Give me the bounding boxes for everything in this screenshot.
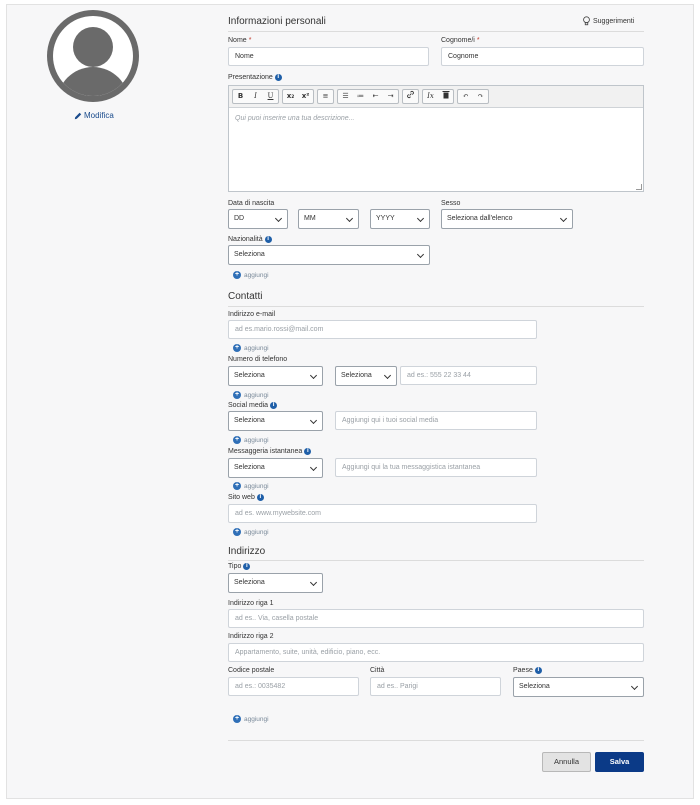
add-address-link[interactable]: + aggiungi (234, 715, 269, 723)
city-label: Città (370, 667, 385, 674)
first-name-input[interactable]: Nome (228, 47, 429, 66)
link-button[interactable] (403, 90, 418, 103)
address-line1-input[interactable]: ad es.. Via, casella postale (228, 609, 644, 628)
pencil-icon (74, 112, 82, 120)
birth-day-select[interactable]: DD (228, 209, 288, 229)
indent-button[interactable]: ⇥ (387, 92, 394, 100)
website-label: Sito web i (228, 494, 264, 501)
website-input[interactable]: ad es. www.mywebsite.com (228, 504, 537, 523)
address-line1-label: Indirizzo riga 1 (228, 600, 274, 607)
postal-code-label: Codice postale (228, 667, 275, 674)
divider (228, 31, 644, 32)
outdent-button[interactable]: ⇤ (372, 92, 379, 100)
add-social-link[interactable]: + aggiungi (234, 436, 269, 444)
info-icon: i (535, 667, 542, 674)
align-button[interactable]: ≡ (322, 92, 329, 100)
last-name-label: Cognome/i * (441, 37, 480, 44)
plus-icon: + (234, 344, 240, 351)
chevron-down-icon (560, 215, 567, 222)
italic-button[interactable]: I (254, 92, 257, 100)
chevron-down-icon (310, 372, 317, 379)
info-icon: i (265, 236, 272, 243)
superscript-button[interactable]: x² (301, 92, 310, 100)
save-button[interactable]: Salva (595, 752, 644, 772)
divider (228, 740, 644, 741)
delete-button[interactable] (438, 90, 453, 103)
divider (228, 560, 644, 561)
bullet-list-button[interactable]: ☰ (342, 92, 349, 100)
city-input[interactable]: ad es.. Parigi (370, 677, 501, 696)
chevron-down-icon (275, 215, 282, 222)
add-im-link[interactable]: + aggiungi (234, 482, 269, 490)
birth-date-label: Data di nascita (228, 200, 275, 207)
social-type-select[interactable]: Seleziona (228, 411, 323, 431)
plus-icon: + (234, 271, 240, 278)
edit-avatar-link[interactable] (74, 111, 114, 120)
cancel-button[interactable]: Annulla (542, 752, 591, 772)
bio-label: Presentazione i (228, 74, 282, 81)
im-type-select[interactable]: Seleziona (228, 458, 323, 478)
personal-info-title: Informazioni personali (228, 16, 326, 27)
info-icon: i (270, 402, 277, 409)
plus-icon: + (234, 482, 240, 489)
postal-code-input[interactable]: ad es.: 0035482 (228, 677, 359, 696)
nationality-label: Nazionalità i (228, 236, 272, 243)
clear-format-button[interactable]: Ix (427, 92, 434, 100)
add-email-link[interactable]: + aggiungi (234, 344, 269, 352)
address-line2-label: Indirizzo riga 2 (228, 633, 274, 640)
birth-month-select[interactable]: MM (298, 209, 359, 229)
redo-button[interactable]: ↷ (477, 92, 484, 100)
nationality-select[interactable]: Seleziona (228, 245, 430, 265)
plus-icon: + (234, 436, 240, 443)
bio-textarea[interactable]: Qui puoi inserire una tua descrizione... (235, 115, 355, 122)
contacts-title: Contatti (228, 291, 263, 302)
phone-prefix-select[interactable]: Seleziona (335, 366, 397, 386)
info-icon: i (257, 494, 264, 501)
subscript-button[interactable]: x₂ (286, 92, 295, 100)
underline-button[interactable]: U (267, 92, 274, 100)
hints-link[interactable] (582, 16, 634, 26)
birth-year-select[interactable]: YYYY (370, 209, 430, 229)
email-input[interactable]: ad es.mario.rossi@mail.com (228, 320, 537, 339)
im-label: Messaggeria istantanea i (228, 448, 311, 455)
link-icon (406, 90, 415, 99)
country-label: Paese i (513, 667, 542, 674)
address-line2-input[interactable]: Appartamento, suite, unità, edificio, piano, ecc. (228, 643, 644, 662)
chevron-down-icon (417, 215, 424, 222)
add-nationality-link[interactable]: + aggiungi (234, 271, 269, 279)
chevron-down-icon (384, 372, 391, 379)
chevron-down-icon (310, 464, 317, 471)
numbered-list-button[interactable]: ≔ (356, 92, 365, 100)
social-label: Social media i (228, 402, 277, 409)
chevron-down-icon (310, 579, 317, 586)
plus-icon: + (234, 391, 240, 398)
plus-icon: + (234, 528, 240, 535)
plus-icon: + (234, 715, 240, 722)
add-website-link[interactable]: + aggiungi (234, 528, 269, 536)
gender-label: Sesso (441, 200, 461, 207)
phone-input[interactable]: ad es.: 555 22 33 44 (400, 366, 537, 385)
avatar (47, 10, 139, 102)
im-input[interactable]: Aggiungi qui la tua messaggistica istantanea (335, 458, 537, 477)
last-name-input[interactable]: Cognome (441, 47, 644, 66)
info-icon: i (243, 563, 250, 570)
chevron-down-icon (417, 251, 424, 258)
trash-icon (442, 90, 450, 99)
address-title: Indirizzo (228, 546, 266, 557)
chevron-down-icon (631, 683, 638, 690)
hints-label: Suggerimenti (593, 17, 635, 25)
lightbulb-icon (582, 16, 591, 26)
divider (228, 306, 644, 307)
address-type-select[interactable]: Seleziona (228, 573, 323, 593)
chevron-down-icon (346, 215, 353, 222)
info-icon: i (304, 448, 311, 455)
address-type-label: Tipo i (228, 563, 250, 570)
country-select[interactable]: Seleziona (513, 677, 644, 697)
edit-avatar-label: Modifica (84, 111, 114, 120)
phone-label: Numero di telefono (228, 356, 288, 363)
add-phone-link[interactable]: + aggiungi (234, 391, 269, 399)
bio-editor[interactable] (228, 85, 644, 192)
editor-toolbar (229, 86, 643, 108)
chevron-down-icon (310, 417, 317, 424)
first-name-label: Nome * (228, 37, 252, 44)
info-icon: i (275, 74, 282, 81)
bold-button[interactable]: B (237, 92, 244, 100)
gender-select[interactable]: Seleziona dall'elenco (441, 209, 573, 229)
undo-button[interactable]: ↶ (462, 92, 469, 100)
email-label: Indirizzo e-mail (228, 311, 276, 318)
resize-handle[interactable] (636, 184, 642, 190)
social-input[interactable]: Aggiungi qui i tuoi social media (335, 411, 537, 430)
phone-type-select[interactable]: Seleziona (228, 366, 323, 386)
